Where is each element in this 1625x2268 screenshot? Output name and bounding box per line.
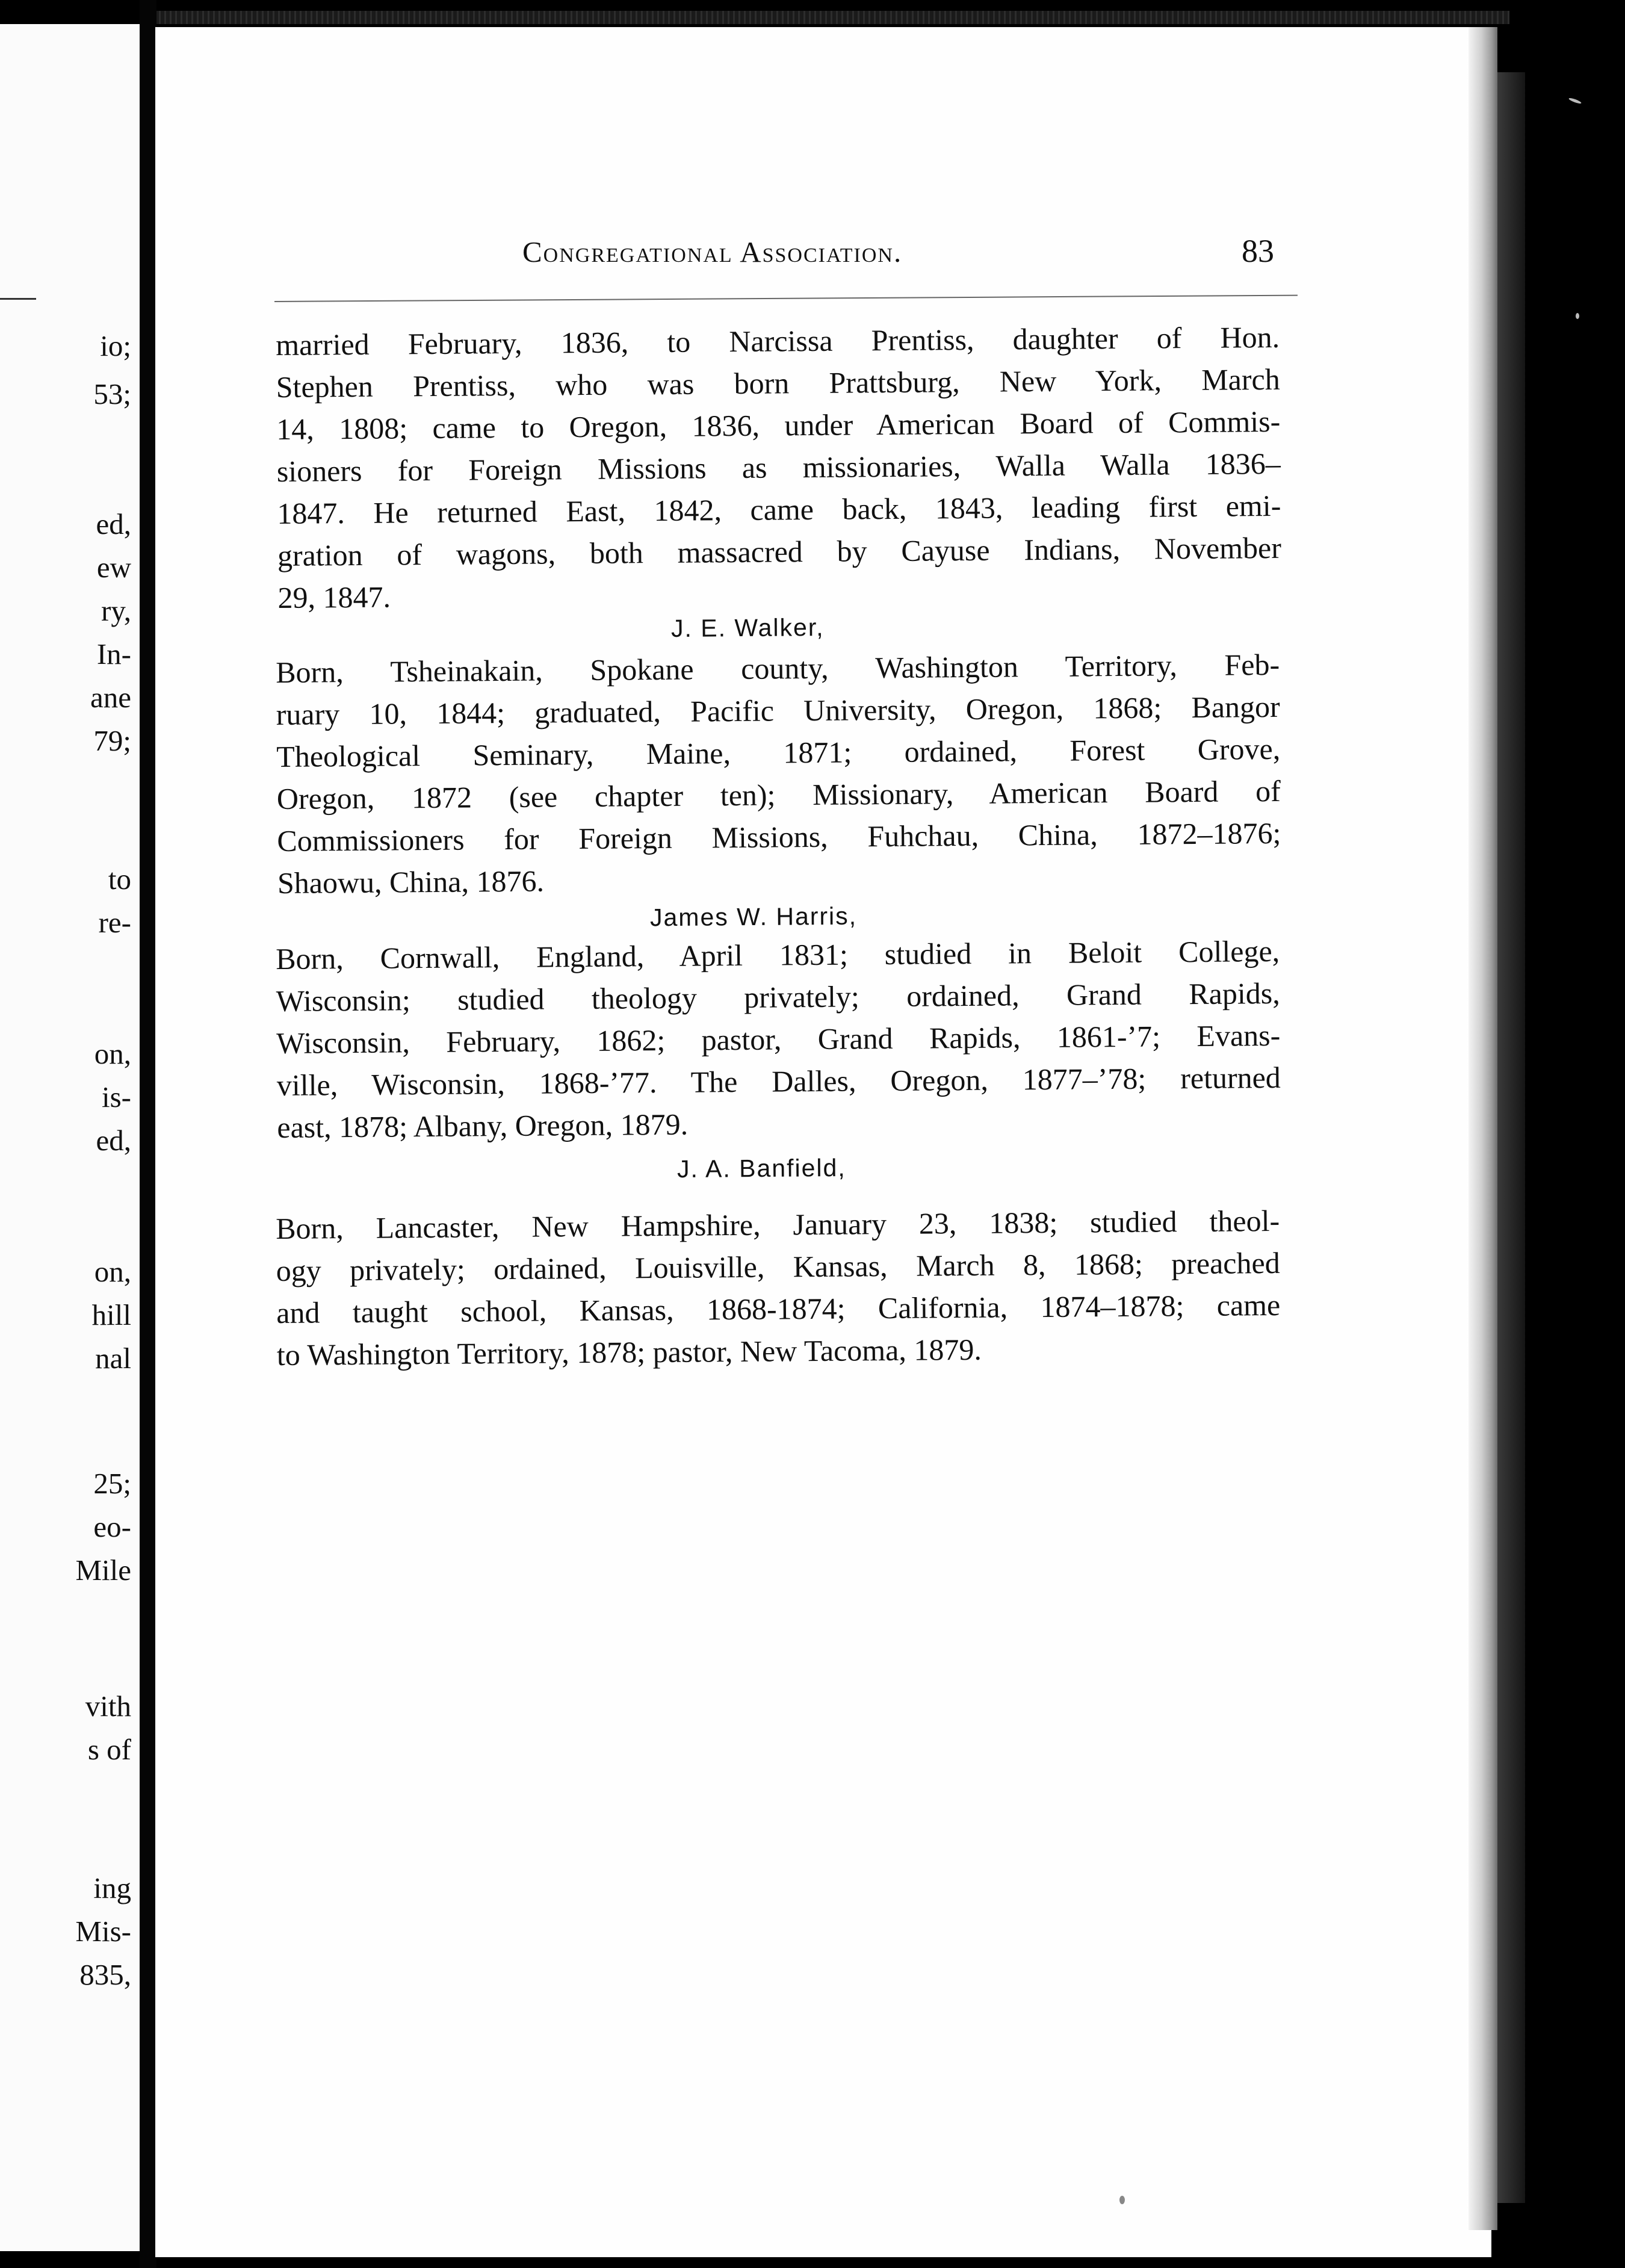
book-gutter	[140, 0, 156, 2268]
left-fragment: ane	[90, 681, 131, 714]
text-line: Born, Tsheinakain, Spokane county, Washington Territory, Feb-	[275, 647, 1280, 689]
left-fragment: Mile	[75, 1554, 131, 1587]
entry-body	[275, 1203, 1281, 1382]
left-fragment: 53;	[93, 377, 131, 411]
text-line: Born, Lancaster, New Hampshire, January 23, 1838; studied theol-	[275, 1203, 1280, 1245]
text-line: married February, 1836, to Narcissa Prentiss, daughter of Hon.	[275, 320, 1280, 362]
left-fragment: ing	[93, 1871, 131, 1904]
left-fragment: vith	[85, 1690, 131, 1723]
text-line: Oregon, 1872 (see chapter ten); Missionary, American Board of	[276, 773, 1281, 816]
scan-speck	[1576, 313, 1579, 319]
text-line: 1847. He returned East, 1842, came back, 1843, leading first emi-	[277, 488, 1281, 530]
text-line: Wisconsin, February, 1862; pastor, Grand Rapids, 1861-’7; Evans-	[276, 1018, 1281, 1060]
left-fragment: Mis-	[75, 1915, 131, 1948]
text-line: ruary 10, 1844; graduated, Pacific University, Oregon, 1868; Bangor	[276, 689, 1280, 731]
text-line: Shaowu, China, 1876.	[277, 864, 545, 900]
text-line: sioners for Foreign Missions as missionaries, Walla Walla 1836–	[276, 446, 1281, 488]
left-fragment: s of	[87, 1733, 131, 1766]
left-fragment: on,	[94, 1255, 131, 1288]
text-line: ville, Wisconsin, 1868-’77. The Dalles, Oregon, 1877–’78; returned	[276, 1060, 1281, 1102]
text-line: east, 1878; Albany, Oregon, 1879.	[277, 1107, 689, 1144]
left-fragment: 25;	[93, 1467, 131, 1500]
left-fragment: is-	[102, 1080, 131, 1114]
entry-heading: J. E. Walker,	[670, 613, 825, 642]
entry-heading: J. A. Banfield,	[676, 1153, 846, 1183]
left-fragment: 79;	[93, 724, 131, 757]
text-line: ogy privately; ordained, Louisville, Kansas, March 8, 1868; preached	[276, 1245, 1280, 1287]
text-line: Stephen Prentiss, who was born Prattsburg, New York, March	[276, 362, 1280, 404]
text-line: Born, Cornwall, England, April 1831; studied in Beloit College,	[275, 934, 1280, 976]
scan-speck	[1568, 97, 1582, 104]
left-fragment: hill	[91, 1298, 131, 1331]
left-fragment: ed,	[96, 507, 131, 541]
left-facing-page	[0, 24, 140, 2251]
left-fragment: ry,	[101, 594, 131, 627]
entry-body	[276, 649, 1281, 910]
text-line: and taught school, Kansas, 1868-1874; California, 1874–1878; came	[276, 1287, 1281, 1330]
left-fragment: ew	[96, 551, 131, 584]
page-top-edge	[155, 11, 1509, 24]
left-fragment: ed,	[96, 1124, 131, 1157]
running-head: Congregational Association.	[522, 235, 903, 268]
entry-continuation	[276, 322, 1282, 619]
text-line: 29, 1847.	[277, 580, 391, 615]
scan-speck	[1119, 2196, 1125, 2204]
entry-heading: James W. Harris,	[649, 902, 858, 932]
left-fragment: io;	[100, 329, 131, 362]
text-line: Theological Seminary, Maine, 1871; ordained, Forest Grove,	[276, 731, 1281, 773]
left-fragment: In-	[96, 637, 131, 671]
left-fragment: nal	[95, 1342, 131, 1375]
left-fragment: on,	[94, 1037, 131, 1070]
text-line: Commissioners for Foreign Missions, Fuhchau, China, 1872–1876;	[277, 816, 1281, 858]
page-number: 83	[1242, 233, 1274, 269]
left-fragment: 835,	[79, 1958, 131, 1991]
page-edge-shadow	[1469, 27, 1497, 2230]
page-edge-dark	[1497, 72, 1525, 2203]
left-fragment: to	[108, 863, 131, 896]
left-fragment: re-	[98, 906, 131, 939]
text-line: gration of wagons, both massacred by Cayuse Indians, November	[277, 530, 1282, 572]
text-line: to Washington Territory, 1878; pastor, New Tacoma, 1879.	[276, 1332, 982, 1372]
text-line: Wisconsin; studied theology privately; ordained, Grand Rapids,	[276, 976, 1280, 1018]
text-line: 14, 1808; came to Oregon, 1836, under American Board of Commis-	[276, 404, 1281, 446]
left-fragment: eo-	[93, 1510, 131, 1543]
left-page-header-rule	[0, 298, 36, 300]
entry-body	[276, 936, 1281, 1154]
